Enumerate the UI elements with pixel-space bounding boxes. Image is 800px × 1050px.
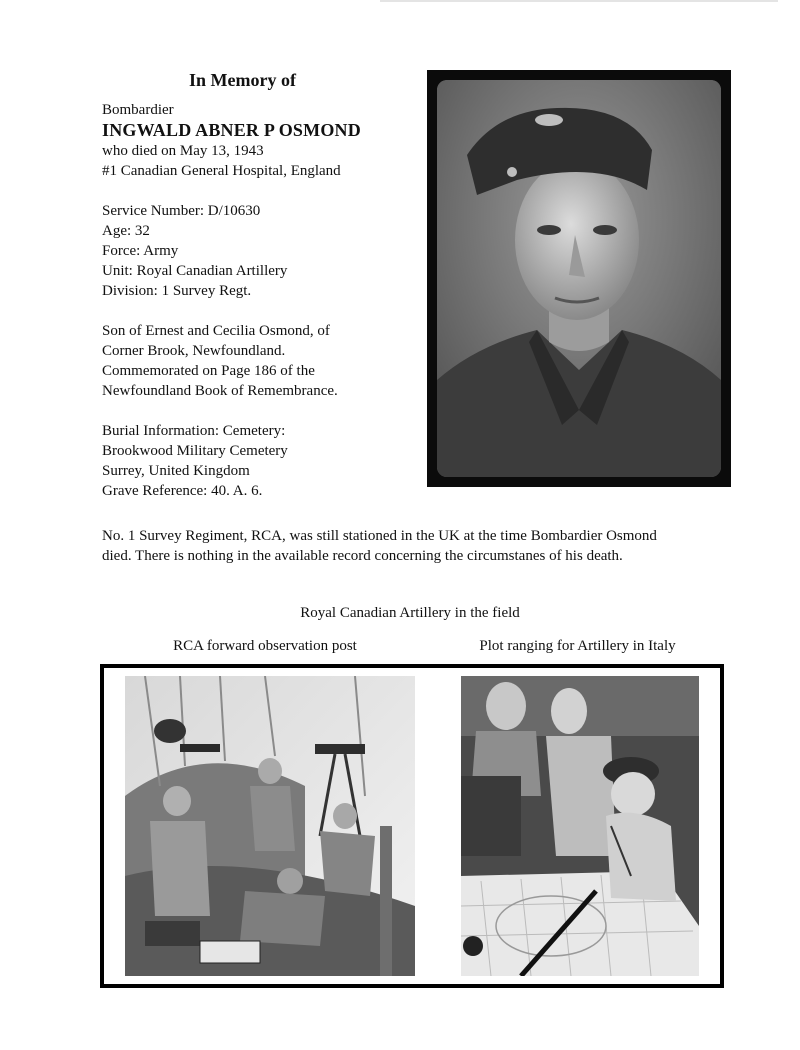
burial-line-3: Surrey, United Kingdom	[102, 463, 250, 479]
service-number-text: Service Number: D/10630	[102, 203, 261, 219]
burial-line-4: Grave Reference: 40. A. 6.	[102, 483, 263, 499]
force-text: Force: Army	[102, 243, 179, 259]
division-text: Division: 1 Survey Regt.	[102, 283, 252, 299]
family-line-1: Son of Ernest and Cecilia Osmond, of	[102, 323, 330, 339]
unit-text: Unit: Royal Canadian Artillery	[102, 263, 288, 279]
photos-section-caption: Royal Canadian Artillery in the field	[300, 605, 520, 621]
right-photo-caption: Plot ranging for Artillery in Italy	[479, 638, 676, 654]
soldier-name: INGWALD ABNER P OSMOND	[102, 120, 361, 140]
burial-line-2: Brookwood Military Cemetery	[102, 443, 288, 459]
family-line-2: Corner Brook, Newfoundland.	[102, 343, 286, 359]
left-photo-caption: RCA forward observation post	[173, 638, 357, 654]
family-line-4: Newfoundland Book of Remembrance.	[102, 383, 338, 399]
death-note-line-1: No. 1 Survey Regiment, RCA, was still stationed in the UK at the time Bombardier Osmond	[102, 528, 657, 544]
memorial-info	[102, 100, 422, 501]
portrait-frame	[427, 70, 731, 487]
age-text: Age: 32	[102, 223, 150, 239]
death-note-line-2: died. There is nothing in the available record concerning the circumstanes of his death.	[102, 548, 623, 564]
plot-ranging-photo	[461, 676, 699, 976]
death-place-text: #1 Canadian General Hospital, England	[102, 163, 341, 179]
death-date-text: who died on May 13, 1943	[102, 143, 264, 159]
top-divider	[380, 0, 778, 2]
observation-post-photo	[125, 676, 415, 976]
memorial-heading: In Memory of	[189, 70, 296, 90]
burial-line-1: Burial Information: Cemetery:	[102, 423, 286, 439]
photo-gallery-frame	[100, 664, 724, 988]
death-note	[102, 526, 742, 566]
rank-text: Bombardier	[102, 102, 174, 118]
soldier-portrait-photo	[437, 80, 721, 477]
family-line-3: Commemorated on Page 186 of the	[102, 363, 315, 379]
